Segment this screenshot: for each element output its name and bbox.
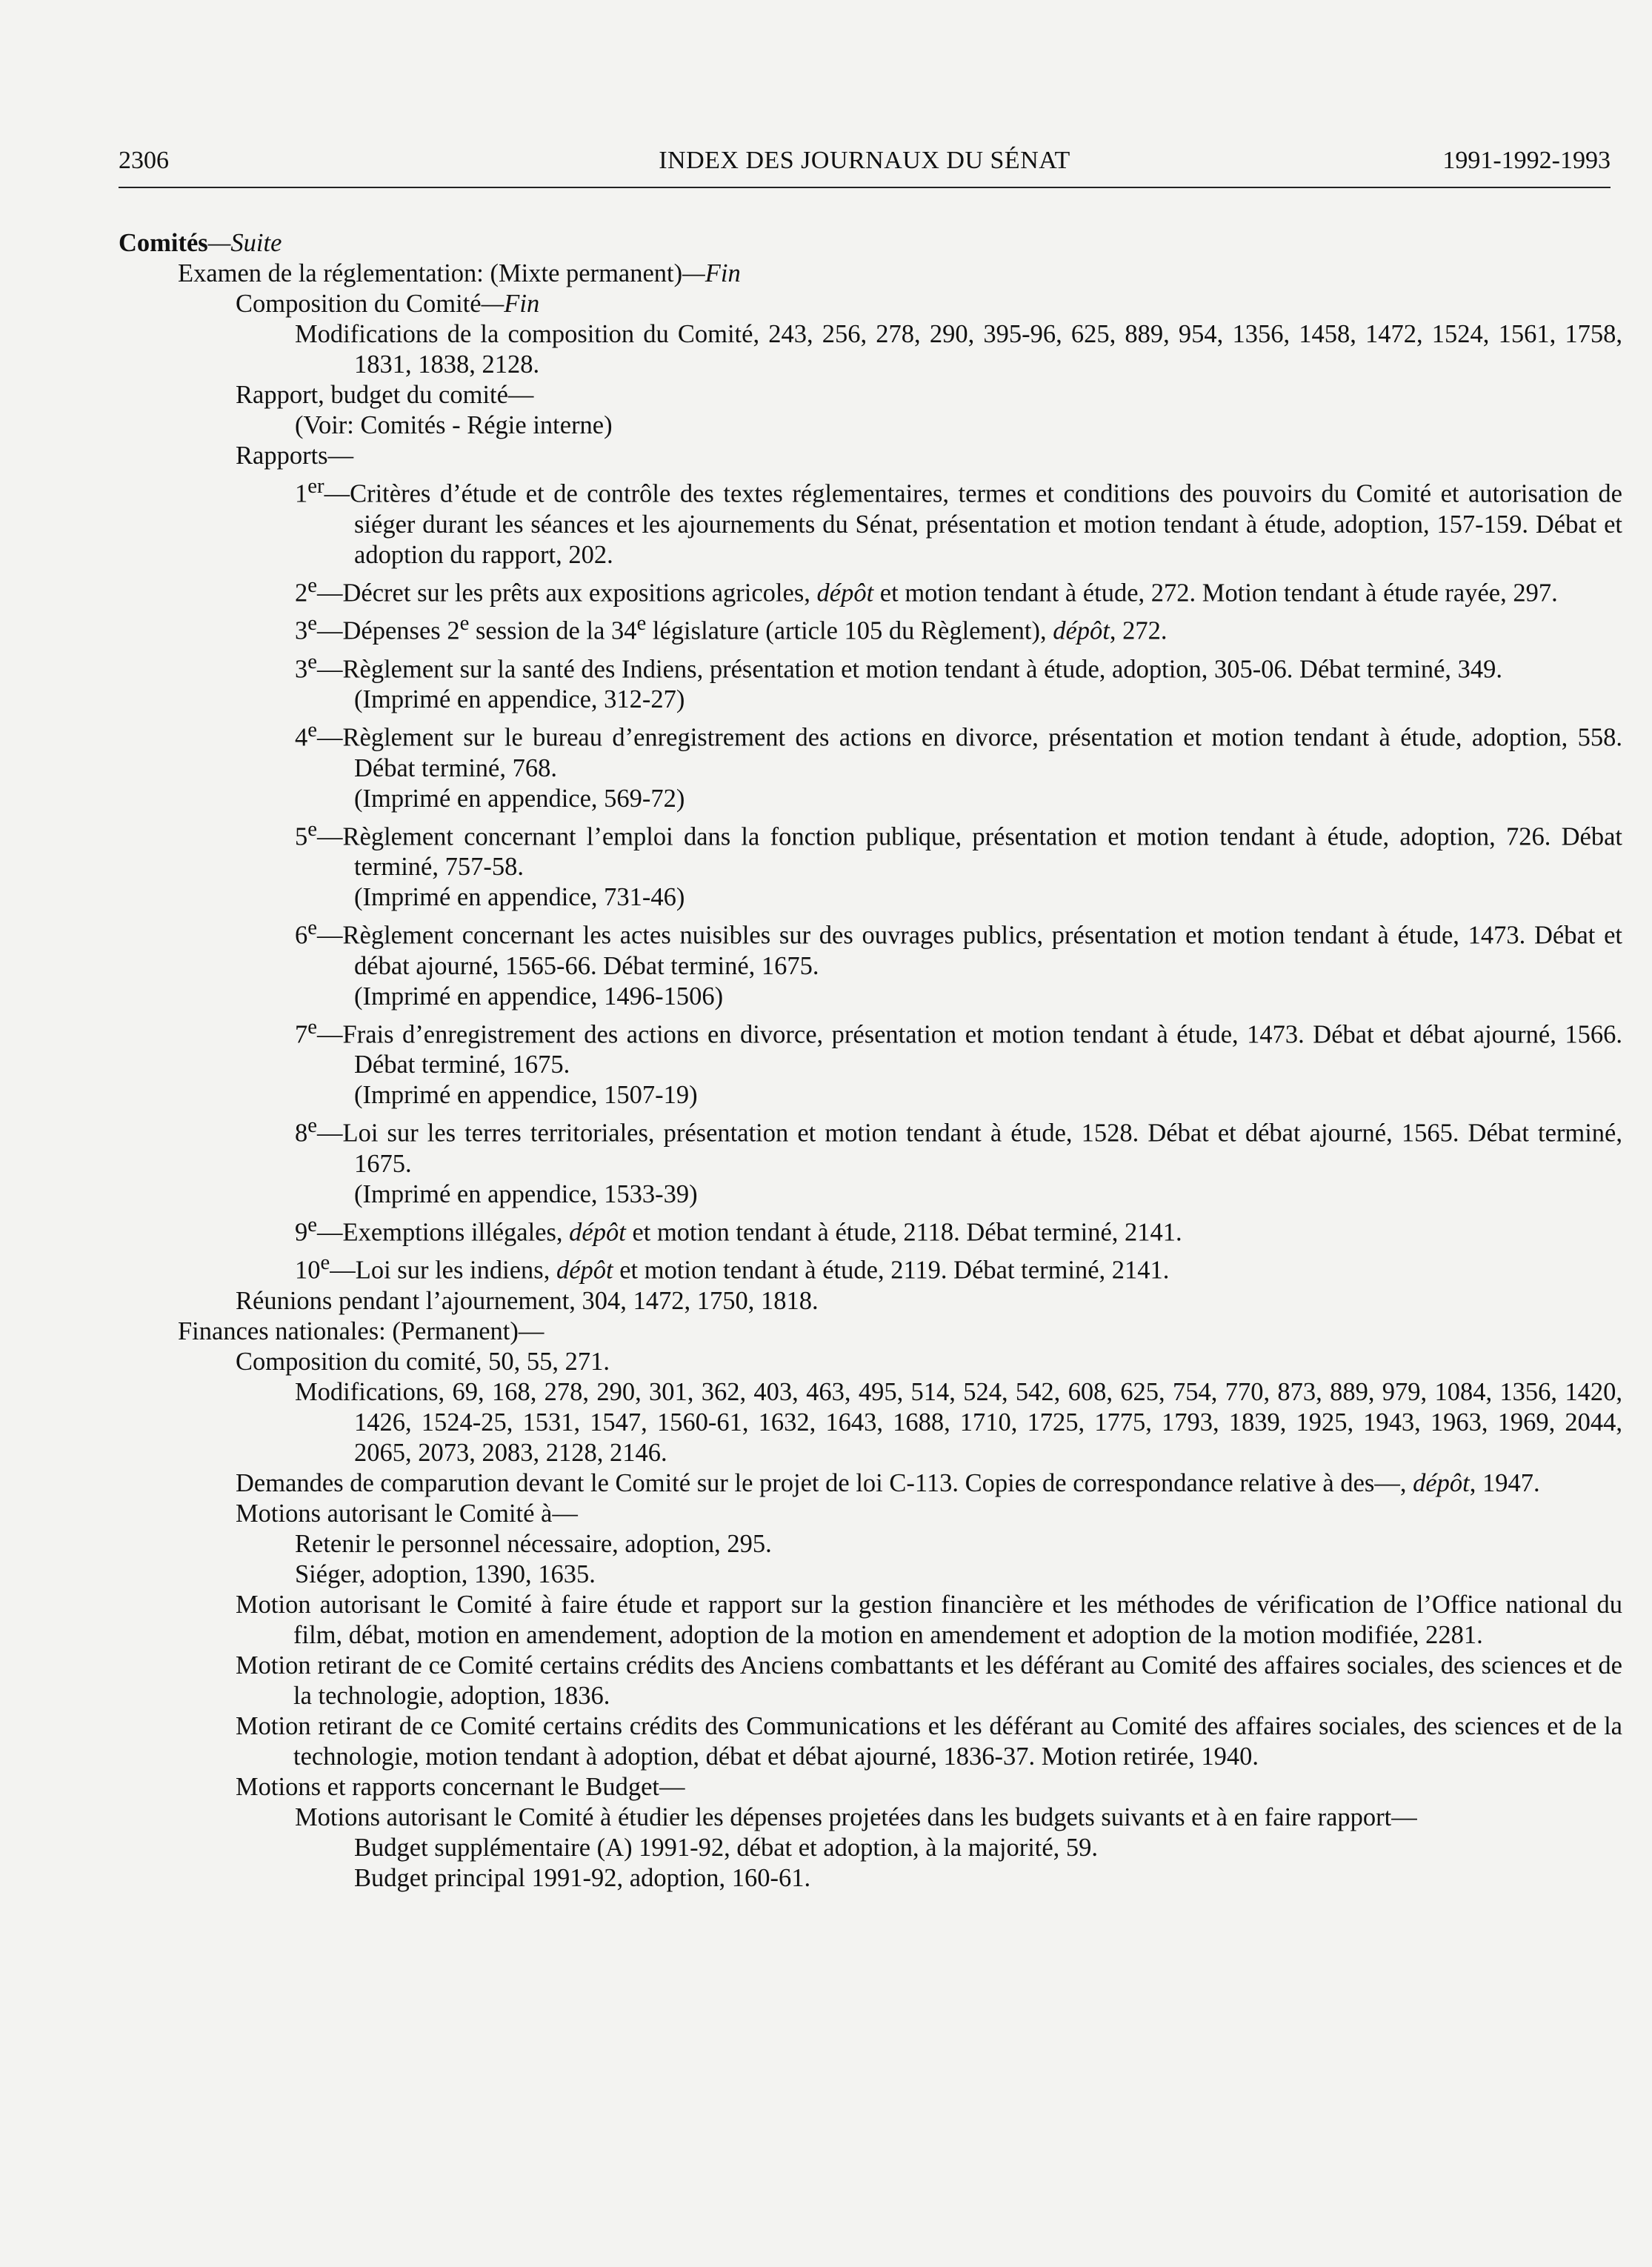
appendix-note: (Imprimé en appendice, 1533-39) <box>354 1179 698 1208</box>
appendix-note: (Imprimé en appendice, 569-72) <box>354 784 685 813</box>
index-entry: Rapports— <box>236 442 354 470</box>
report-entry: 3e—Dépenses 2e session de la 34e législature (article 105 du Règlement), dépôt, 272. <box>295 611 1168 645</box>
report-entry: 5e—Règlement concernant l’emploi dans la fonction publique, présentation et motion tendant à étude, adoption, 726. Débat terminé, 757-58. <box>295 816 1622 881</box>
index-entry: Motions autorisant le Comité à étudier les dépenses projetées dans les budgets suivants et à en faire rapport— <box>295 1802 1417 1831</box>
appendix-note: (Imprimé en appendice, 731-46) <box>354 883 685 911</box>
appendix-note: (Imprimé en appendice, 1496-1506) <box>354 982 724 1011</box>
index-entry: Budget supplémentaire (A) 1991-92, débat et adoption, à la majorité, 59. <box>354 1833 1099 1862</box>
report-entry: 9e—Exemptions illégales, dépôt et motion tendant à étude, 2118. Débat terminé, 2141. <box>295 1212 1182 1246</box>
index-entry: Siéger, adoption, 1390, 1635. <box>295 1559 596 1588</box>
page-number: 2306 <box>119 147 169 174</box>
index-entry: Composition du Comité—Fin <box>236 290 540 318</box>
index-entry: Motion autorisant le Comité à faire étude et rapport sur la gestion financière et les méthodes de vérification de l’Office national du film, débat, motion en amendement, adoption de la motion en amendement et adoption de la motion modifiée, 2281. <box>236 1590 1622 1649</box>
report-entry: 3e—Règlement sur la santé des Indiens, présentation et motion tendant à étude, adoption, 305-06. Débat terminé, 349. <box>295 649 1503 683</box>
index-entry: Motions et rapports concernant le Budget— <box>236 1772 685 1801</box>
index-entry: (Voir: Comités - Régie interne) <box>295 411 613 439</box>
header-rule <box>119 187 1611 188</box>
appendix-note: (Imprimé en appendice, 1507-19) <box>354 1081 698 1109</box>
index-entry: Composition du comité, 50, 55, 271. <box>236 1347 610 1376</box>
index-entry: Motion retirant de ce Comité certains crédits des Communications et les déférant au Comité des affaires sociales, des sciences et de la technologie, motion tendant à adoption, débat et débat ajourné, 1836-37. Motion retirée, 1940. <box>236 1711 1622 1771</box>
index-entry: Modifications, 69, 168, 278, 290, 301, 362, 403, 463, 495, 514, 524, 542, 608, 625, 754, 770, 873, 889, 979, 1084, 1356, 1420, 1426, 1524-25, 1531, 1547, 1560-61, 1632, 1643, 1688, 1710, 1725, 1775, 1793, 1839, 1925, 1943, 1963, 1969, 2044, 2065, 2073, 2083, 2128, 2146. <box>295 1377 1622 1467</box>
report-entry: 6e—Règlement concernant les actes nuisibles sur des ouvrages publics, présentation et motion tendant à étude, 1473. Débat et débat ajourné, 1565-66. Débat terminé, 1675. <box>295 916 1622 980</box>
running-title: INDEX DES JOURNAUX DU SÉNAT <box>659 147 1070 174</box>
index-entry: Réunions pendant l’ajournement, 304, 1472, 1750, 1818. <box>236 1286 819 1315</box>
suite-marker: —Suite <box>207 229 282 257</box>
index-entry: Retenir le personnel nécessaire, adoption, 295. <box>295 1529 772 1558</box>
report-entry: 4e—Règlement sur le bureau d’enregistrement des actions en divorce, présentation et motion tendant à étude, adoption, 558. Débat terminé, 768. <box>295 718 1622 782</box>
report-entry: 8e—Loi sur les terres territoriales, présentation et motion tendant à étude, 1528. Débat et débat ajourné, 1565. Débat terminé, 1675. <box>295 1113 1622 1178</box>
report-entry: 10e—Loi sur les indiens, dépôt et motion tendant à étude, 2119. Débat terminé, 2141. <box>295 1251 1170 1285</box>
index-entry: Motion retirant de ce Comité certains crédits des Anciens combattants et les déférant au Comité des affaires sociales, des sciences et de la technologie, adoption, 1836. <box>236 1651 1622 1710</box>
index-heading-comites <box>119 228 1622 259</box>
index-entry: Rapport, budget du comité— <box>236 381 534 409</box>
page-header <box>119 147 1611 184</box>
heading-text: Comités <box>119 229 208 257</box>
index-entry: Budget principal 1991-92, adoption, 160-61. <box>354 1863 811 1892</box>
appendix-note: (Imprimé en appendice, 312-27) <box>354 685 685 713</box>
index-content <box>119 228 1622 1894</box>
index-entry: Modifications de la composition du Comité, 243, 256, 278, 290, 395-96, 625, 889, 954, 1356, 1458, 1472, 1524, 1561, 1758, 1831, 1838, 2128. <box>295 320 1622 379</box>
index-entry: Examen de la réglementation: (Mixte permanent)—Fin <box>178 259 741 287</box>
index-entry: Motions autorisant le Comité à— <box>236 1499 578 1528</box>
report-entry: 2e—Décret sur les prêts aux expositions agricoles, dépôt et motion tendant à étude, 272. Motion tendant à étude rayée, 297. <box>295 573 1558 607</box>
index-entry: Demandes de comparution devant le Comité sur le projet de loi C-113. Copies de correspondance relative à des—, dépôt, 1947. <box>236 1468 1540 1497</box>
report-entry: 1er—Critères d’étude et de contrôle des textes réglementaires, termes et conditions des pouvoirs du Comité et autorisation de siéger durant les séances et les ajournements du Sénat, présentation et motion tendant à étude, adoption, 157-159. Débat et adoption du rapport, 202. <box>295 474 1622 569</box>
index-entry: Finances nationales: (Permanent)— <box>178 1316 544 1345</box>
report-entry: 7e—Frais d’enregistrement des actions en divorce, présentation et motion tendant à étude, 1473. Débat et débat ajourné, 1566. Débat terminé, 1675. <box>295 1014 1622 1079</box>
year-range: 1991-1992-1993 <box>1442 147 1611 174</box>
